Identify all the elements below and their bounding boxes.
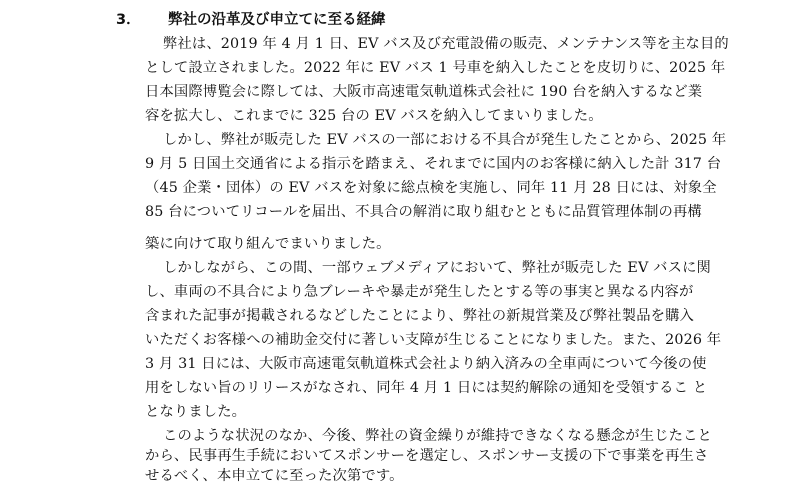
paragraph-line-19: せるべく、本申立てに至った次第です。 bbox=[145, 468, 404, 484]
section-title: 弊社の沿革及び申立てに至る経緯 bbox=[168, 12, 386, 28]
paragraph-line-2: として設立されました。2022 年に EV バス 1 号車を納入したことを皮切りに、2025 年 bbox=[145, 60, 726, 76]
paragraph-line-12: 含まれた記事が掲載されるなどしたことにより、弊社の新規営業及び弊社製品を購入 bbox=[145, 308, 694, 324]
paragraph-line-18: から、民事再生手続においてスポンサーを選定し、スポンサー支援の下で事業を再生さ bbox=[145, 448, 709, 464]
paragraph-line-7: （45 企業・団体）の EV バスを対象に総点検を実施し、同年 11 月 28 日には、対象全 bbox=[145, 180, 717, 196]
paragraph-line-17: このような状況のなか、今後、弊社の資金繰りが維持できなくなる懸念が生じたこと bbox=[163, 428, 712, 444]
section-number: 3． bbox=[116, 12, 141, 28]
paragraph-line-3: 日本国際博覧会に際しては、大阪市高速電気軌道株式会社に 190 台を納入するなど業 bbox=[145, 84, 703, 100]
paragraph-line-9: 築に向けて取り組んでまいりました。 bbox=[145, 236, 391, 252]
paragraph-line-4: 容を拡大し、これまでに 325 台の EV バスを納入してまいりました。 bbox=[145, 108, 603, 124]
paragraph-line-8: 85 台についてリコールを届出、不具合の解消に取り組むとともに品質管理体制の再構 bbox=[145, 204, 702, 220]
paragraph-line-6: 9 月 5 日国土交通省による指示を踏まえ、それまでに国内のお客様に納入した計 317 台 bbox=[145, 156, 722, 172]
paragraph-line-15: 用をしない旨のリリースがなされ、同年 4 月 1 日には契約解除の通知を受領するこ と bbox=[145, 380, 708, 396]
paragraph-line-1: 弊社は、2019 年 4 月 1 日、EV バス及び充電設備の販売、メンテナンス等を主な目的 bbox=[163, 36, 729, 52]
paragraph-line-16: となりました。 bbox=[145, 404, 247, 420]
paragraph-line-14: 3 月 31 日には、大阪市高速電気軌道株式会社より納入済みの全車両について今後の使 bbox=[145, 356, 707, 372]
paragraph-line-10: しかしながら、この間、一部ウェブメディアにおいて、弊社が販売した EV バスに関 bbox=[163, 260, 711, 276]
paragraph-line-5: しかし、弊社が販売した EV バスの一部における不具合が発生したことから、2025 年 bbox=[163, 132, 727, 148]
paragraph-line-11: し、車両の不具合により急ブレーキや暴走が発生したとする等の事実と異なる内容が bbox=[145, 284, 694, 300]
paragraph-line-13: いただくお客様への補助金交付に著しい支障が生じることになりました。また、2026 年 bbox=[145, 332, 722, 348]
